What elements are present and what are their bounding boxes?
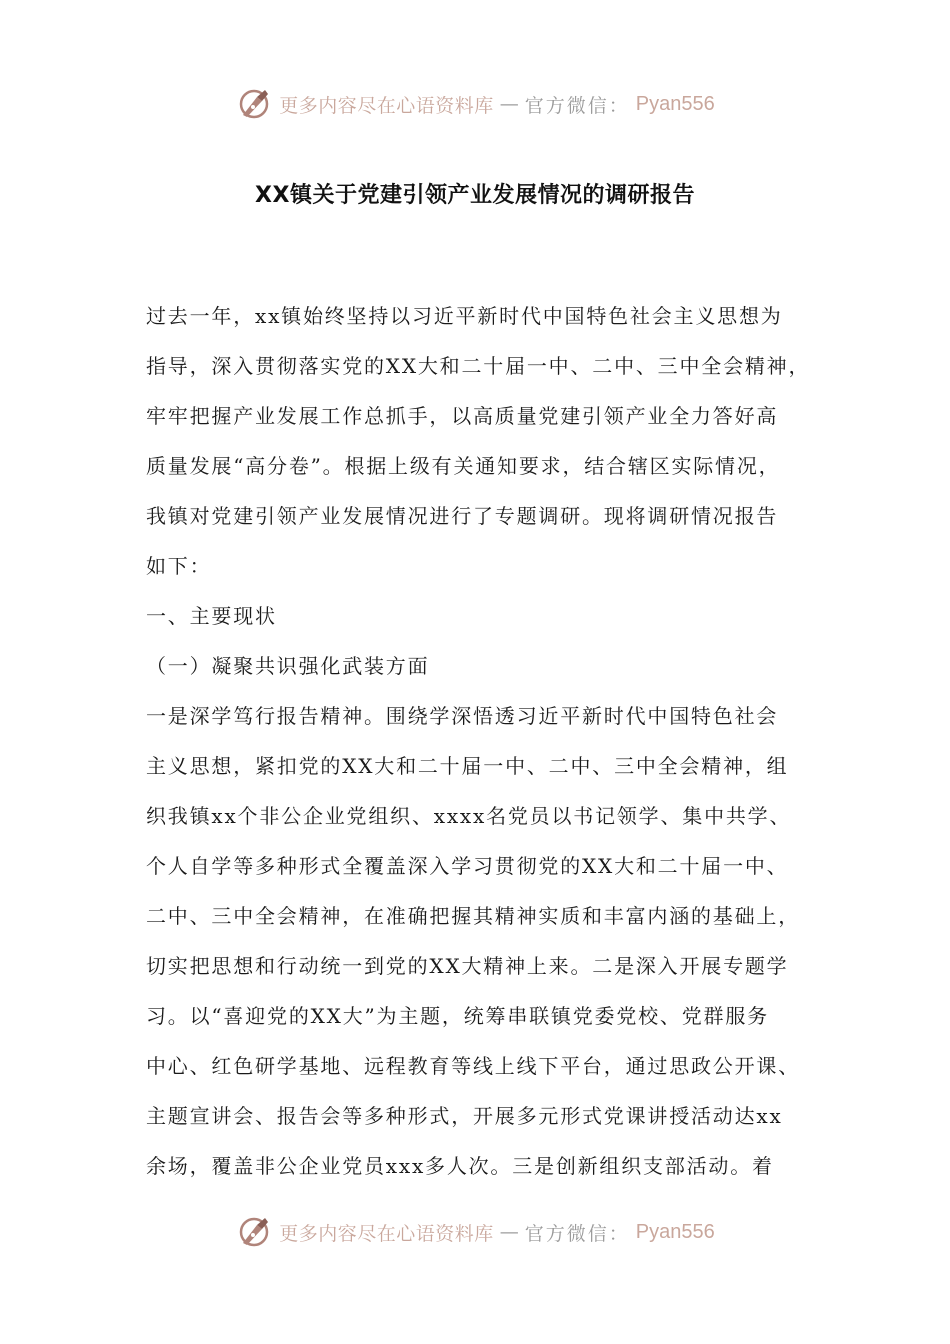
paragraph-line: 切实把思想和行动统一到党的XX大精神上来。二是深入开展专题学 xyxy=(146,954,789,978)
watermark-wechat-id: Pyan556 xyxy=(635,92,715,115)
watermark-wechat-label: 官方微信： xyxy=(524,94,630,117)
paragraph-line: 主义思想，紧扣党的XX大和二十届一中、二中、三中全会精神，组 xyxy=(146,754,789,778)
paragraph-line: 如下： xyxy=(146,554,212,578)
document-body xyxy=(146,298,820,1198)
watermark-brand-text: 更多内容尽在心语资料库 xyxy=(279,94,494,117)
watermark-separator: — xyxy=(499,1221,519,1243)
watermark-wechat-id: Pyan556 xyxy=(635,1220,715,1243)
paragraph-line: 牢牢把握产业发展工作总抓手，以高质量党建引领产业全力答好高 xyxy=(146,404,779,428)
paragraph-line: 指导，深入贯彻落实党的XX大和二十届一中、二中、三中全会精神， xyxy=(146,354,811,378)
section-heading: 一、主要现状 xyxy=(146,604,277,628)
paragraph-line: 织我镇xx个非公企业党组织、xxxx名党员以书记领学、集中共学、 xyxy=(146,804,792,828)
paragraph-line: 一是深学笃行报告精神。围绕学深悟透习近平新时代中国特色社会 xyxy=(146,704,779,728)
pen-nib-logo-icon xyxy=(235,1213,273,1251)
paragraph-line: 习。以“喜迎党的XX大”为主题，统筹串联镇党委党校、党群服务 xyxy=(146,1004,769,1028)
subsection-heading: （一）凝聚共识强化武装方面 xyxy=(146,654,430,678)
watermark-wechat-label: 官方微信： xyxy=(524,1222,630,1245)
paragraph-line: 余场，覆盖非公企业党员xxx多人次。三是创新组织支部活动。着 xyxy=(146,1154,774,1178)
watermark-separator: — xyxy=(499,93,519,115)
header-watermark xyxy=(0,84,950,124)
paragraph-line: 中心、红色研学基地、远程教育等线上线下平台，通过思政公开课、 xyxy=(146,1054,800,1078)
pen-nib-logo-icon xyxy=(235,85,273,123)
footer-watermark xyxy=(0,1212,950,1252)
paragraph-line: 质量发展“高分卷”。根据上级有关通知要求，结合辖区实际情况， xyxy=(146,454,781,478)
watermark-brand-text: 更多内容尽在心语资料库 xyxy=(279,1222,494,1245)
paragraph-line: 过去一年，xx镇始终坚持以习近平新时代中国特色社会主义思想为 xyxy=(146,304,783,328)
paragraph-line: 主题宣讲会、报告会等多种形式，开展多元形式党课讲授活动达xx xyxy=(146,1104,783,1128)
paragraph-line: 二中、三中全会精神，在准确把握其精神实质和丰富内涵的基础上， xyxy=(146,904,800,928)
document-title: XX镇关于党建引领产业发展情况的调研报告 xyxy=(255,183,695,208)
paragraph-line: 个人自学等多种形式全覆盖深入学习贯彻党的XX大和二十届一中、 xyxy=(146,854,789,878)
paragraph-line: 我镇对党建引领产业发展情况进行了专题调研。现将调研情况报告 xyxy=(146,504,779,528)
